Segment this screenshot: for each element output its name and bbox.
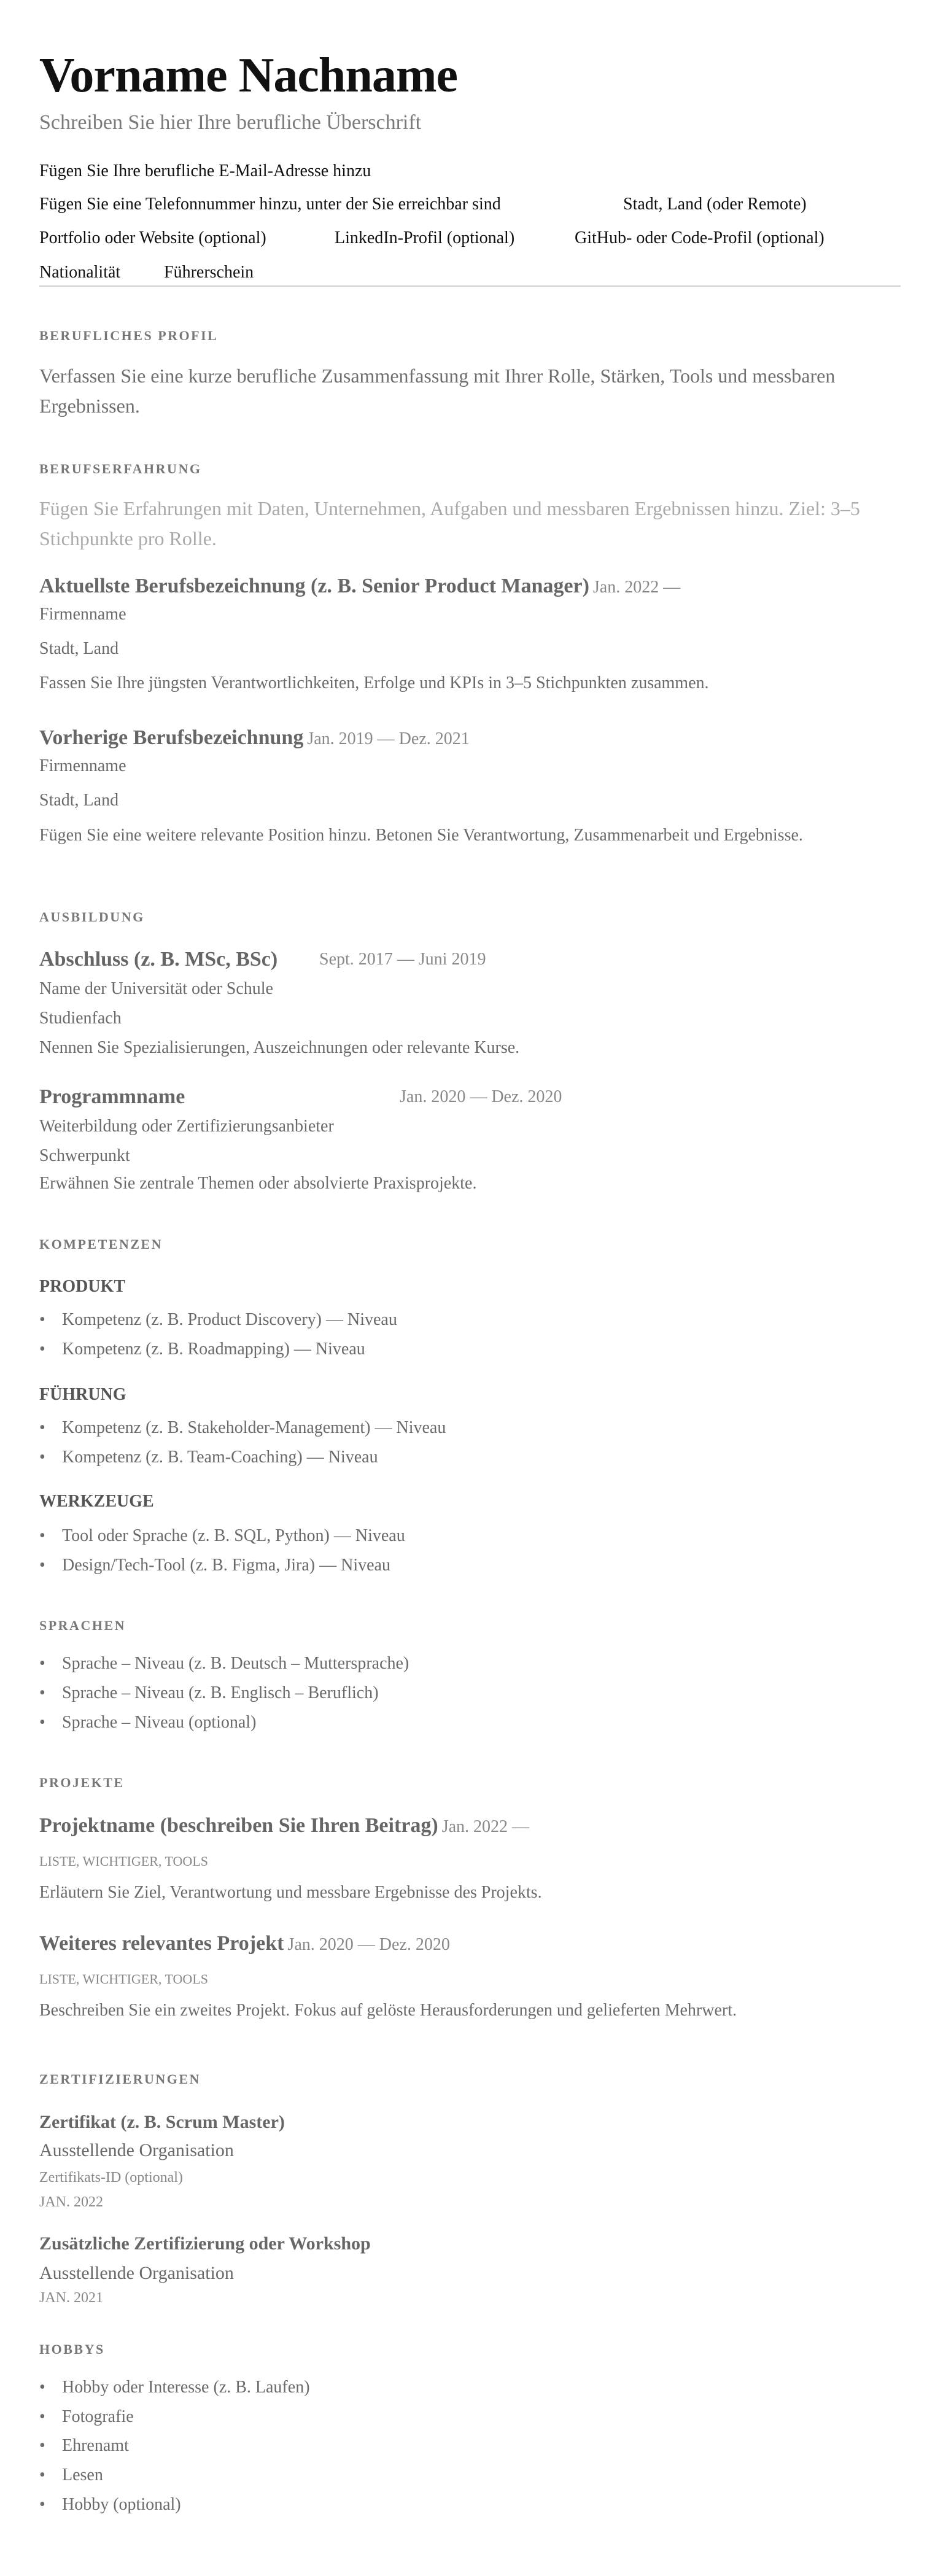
contact-linkedin[interactable]: LinkedIn-Profil (optional) (335, 228, 515, 247)
bullet-icon: • (39, 2378, 45, 2397)
degree-field: Studienfach (39, 1009, 122, 1028)
hobby-item-text: Lesen (62, 2465, 103, 2485)
degree-title: Abschluss (z. B. MSc, BSc) (39, 948, 278, 971)
header-divider (39, 285, 901, 287)
contact-github[interactable]: GitHub- oder Code-Profil (optional) (575, 228, 825, 247)
language-item-text: Sprache – Niveau (z. B. Englisch – Beruflich) (62, 1683, 379, 1702)
certification-title: Zusätzliche Zertifizierung oder Workshop (39, 2233, 371, 2254)
degree-institution: Name der Universität oder Schule (39, 979, 273, 998)
section-heading-profile: BERUFLICHES PROFIL (39, 328, 219, 343)
contact-location: Stadt, Land (oder Remote) (623, 195, 807, 214)
job-description: Fassen Sie Ihre jüngsten Verantwortlichkeiten, Erfolge und KPIs in 3–5 Stichpunkten zusammen. (39, 673, 709, 692)
project-description: Erläutern Sie Ziel, Verantwortung und messbare Ergebnisse des Projekts. (39, 1883, 542, 1902)
bullet-icon: • (39, 2436, 45, 2455)
hobby-item-text: Hobby oder Interesse (z. B. Laufen) (62, 2378, 310, 2397)
language-item-text: Sprache – Niveau (z. B. Deutsch – Muttersprache) (62, 1654, 409, 1673)
certification-date: JAN. 2021 (39, 2290, 104, 2306)
section-heading-experience: BERUFSERFAHRUNG (39, 461, 202, 476)
bullet-icon: • (39, 1713, 45, 1732)
full-name: Vorname Nachname (39, 48, 457, 103)
section-heading-education: AUSBILDUNG (39, 909, 145, 925)
bullet-icon: • (39, 1683, 45, 1702)
hobby-item-text: Ehrenamt (62, 2436, 129, 2455)
job-dates: Jan. 2022 — (592, 578, 681, 597)
contact-drivers-license: Führerschein (164, 263, 254, 282)
project-title-text: Projektname (beschreiben Sie Ihren Beitrag) (39, 1814, 438, 1837)
hobby-item-text: Fotografie (62, 2407, 134, 2426)
skill-item-text: Kompetenz (z. B. Team-Coaching) — Niveau (62, 1448, 378, 1467)
bullet-icon: • (39, 1556, 45, 1575)
section-heading-projects: PROJEKTE (39, 1775, 125, 1790)
job-company: Firmenname (39, 756, 126, 775)
profile-summary: Verfassen Sie eine kurze berufliche Zusammenfassung mit Ihrer Rolle, Stärken, Tools und messbaren Ergebnissen. (39, 365, 836, 417)
section-heading-hobbies: HOBBYS (39, 2341, 105, 2357)
bullet-icon: • (39, 2407, 45, 2426)
contact-email[interactable]: Fügen Sie Ihre berufliche E-Mail-Adresse hinzu (39, 161, 371, 180)
skill-item-text: Kompetenz (z. B. Stakeholder-Management) — Niveau (62, 1418, 446, 1437)
section-heading-skills: KOMPETENZEN (39, 1236, 163, 1252)
certification-id: Zertifikats-ID (optional) (39, 2170, 183, 2186)
certification-issuer: Ausstellende Organisation (39, 2263, 234, 2283)
degree-field: Schwerpunkt (39, 1146, 130, 1165)
project-description: Beschreiben Sie ein zweites Projekt. Fokus auf gelöste Herausforderungen und gelieferten Mehrwert. (39, 2001, 737, 2020)
bullet-icon: • (39, 1310, 45, 1329)
bullet-icon: • (39, 1526, 45, 1545)
section-heading-certifications: ZERTIFIZIERUNGEN (39, 2071, 201, 2087)
job-location: Stadt, Land (39, 639, 119, 658)
skill-item-text: Kompetenz (z. B. Roadmapping) — Niveau (62, 1340, 365, 1359)
skill-group-title: PRODUKT (39, 1277, 125, 1296)
job-title-text: Aktuellste Berufsbezeichnung (z. B. Senior Product Manager) (39, 575, 589, 597)
bullet-icon: • (39, 1654, 45, 1673)
job-title-text: Vorherige Berufsbezeichnung (39, 726, 304, 749)
job-location: Stadt, Land (39, 791, 119, 810)
headline: Schreiben Sie hier Ihre berufliche Überschrift (39, 111, 422, 134)
skill-item-text: Tool oder Sprache (z. B. SQL, Python) — Niveau (62, 1526, 405, 1545)
bullet-icon: • (39, 2465, 45, 2485)
project-title (39, 1815, 529, 1836)
contact-nationality: Nationalität (39, 263, 121, 282)
bullet-icon: • (39, 1448, 45, 1467)
experience-intro: Fügen Sie Erfahrungen mit Daten, Unternehmen, Aufgaben und messbaren Ergebnissen hinzu. Ziel: 3–5 Stichpunkte pro Rolle. (39, 497, 860, 549)
job-dates: Jan. 2019 — Dez. 2021 (307, 729, 470, 748)
bullet-icon: • (39, 2495, 45, 2514)
project-tags: LISTE, WICHTIGER, TOOLS (39, 1971, 208, 1987)
certification-title: Zertifikat (z. B. Scrum Master) (39, 2112, 285, 2132)
degree-dates: Jan. 2020 — Dez. 2020 (400, 1087, 562, 1106)
bullet-icon: • (39, 1340, 45, 1359)
contact-phone[interactable]: Fügen Sie eine Telefonnummer hinzu, unter der Sie erreichbar sind (39, 195, 501, 214)
job-company: Firmenname (39, 605, 126, 624)
section-heading-languages: SPRACHEN (39, 1618, 126, 1633)
degree-description: Nennen Sie Spezialisierungen, Auszeichnungen oder relevante Kurse. (39, 1038, 520, 1057)
project-tags: LISTE, WICHTIGER, TOOLS (39, 1853, 208, 1869)
certification-issuer: Ausstellende Organisation (39, 2140, 234, 2160)
language-item-text: Sprache – Niveau (optional) (62, 1713, 257, 1732)
skill-group-title: WERKZEUGE (39, 1492, 154, 1511)
degree-title: Programmname (39, 1085, 185, 1108)
degree-institution: Weiterbildung oder Zertifizierungsanbieter (39, 1117, 334, 1136)
job-title (39, 727, 470, 748)
hobby-item-text: Hobby (optional) (62, 2495, 181, 2514)
degree-dates: Sept. 2017 — Juni 2019 (319, 950, 486, 969)
job-title (39, 576, 680, 597)
project-title-text: Weiteres relevantes Projekt (39, 1932, 284, 1955)
project-dates: Jan. 2020 — Dez. 2020 (287, 1935, 450, 1954)
skill-item-text: Design/Tech-Tool (z. B. Figma, Jira) — Niveau (62, 1556, 390, 1575)
job-description: Fügen Sie eine weitere relevante Position hinzu. Betonen Sie Verantwortung, Zusammenarbeit und Ergebnisse. (39, 826, 803, 845)
certification-date: JAN. 2022 (39, 2194, 104, 2210)
contact-portfolio[interactable]: Portfolio oder Website (optional) (39, 228, 266, 247)
bullet-icon: • (39, 1418, 45, 1437)
project-title (39, 1933, 450, 1954)
skill-group-title: FÜHRUNG (39, 1385, 126, 1404)
project-dates: Jan. 2022 — (441, 1817, 530, 1836)
skill-item-text: Kompetenz (z. B. Product Discovery) — Niveau (62, 1310, 397, 1329)
degree-description: Erwähnen Sie zentrale Themen oder absolvierte Praxisprojekte. (39, 1174, 477, 1193)
